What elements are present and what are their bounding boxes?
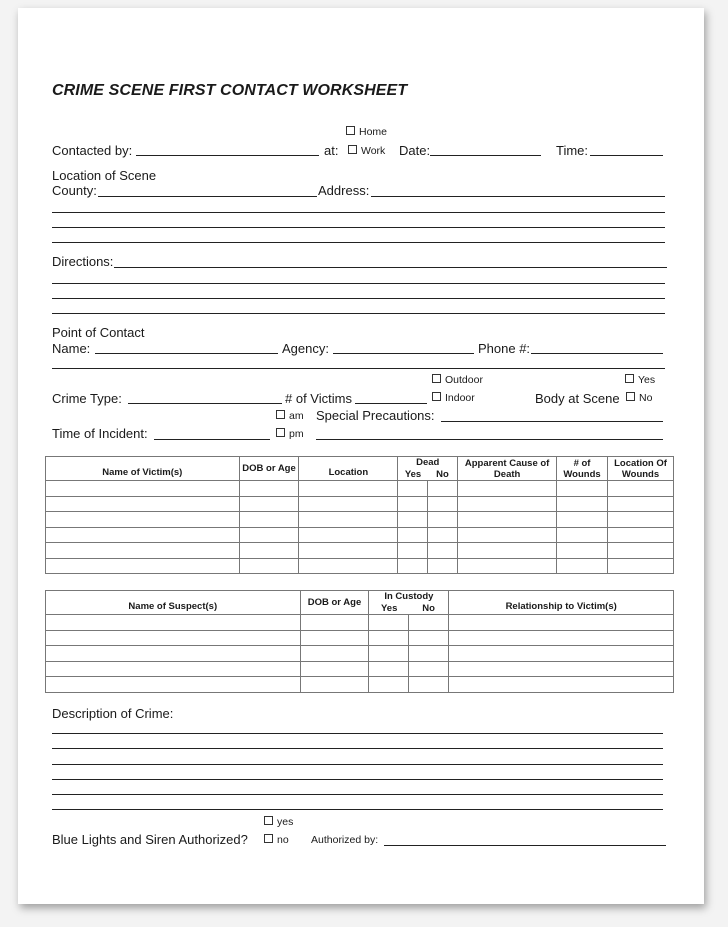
table-cell[interactable] — [369, 646, 409, 662]
table-cell[interactable] — [608, 543, 674, 559]
table-row — [46, 630, 674, 646]
header-victim-name: Name of Victim(s) — [46, 457, 240, 481]
label-indoor: Indoor — [445, 392, 475, 404]
header-dob: DOB or Age — [239, 457, 299, 481]
label-pm: pm — [289, 428, 304, 440]
header-dead: Dead — [398, 457, 458, 469]
table-cell[interactable] — [369, 677, 409, 693]
label-home: Home — [359, 126, 388, 138]
description-line[interactable] — [52, 794, 663, 795]
table-cell[interactable] — [239, 496, 299, 512]
table-cell[interactable] — [299, 558, 398, 574]
address-field[interactable] — [371, 196, 665, 197]
label-date: Date: — [399, 143, 431, 158]
table-cell[interactable] — [557, 481, 608, 497]
table-cell[interactable] — [458, 558, 557, 574]
checkbox-sirens-no[interactable] — [264, 834, 289, 846]
table-cell[interactable] — [409, 615, 449, 631]
checkbox-outdoor[interactable] — [432, 374, 483, 386]
table-cell[interactable] — [409, 646, 449, 662]
table-cell[interactable] — [300, 630, 369, 646]
directions-line[interactable] — [52, 313, 665, 314]
address-line[interactable] — [52, 242, 665, 243]
label-work: Work — [361, 145, 386, 157]
table-cell[interactable] — [46, 558, 240, 574]
table-cell[interactable] — [300, 615, 369, 631]
table-cell[interactable] — [449, 646, 674, 662]
label-name: Name: — [52, 341, 91, 356]
directions-field[interactable] — [114, 267, 667, 268]
table-cell[interactable] — [449, 615, 674, 631]
checkbox-work[interactable] — [348, 145, 385, 157]
directions-line[interactable] — [52, 298, 665, 299]
label-crime-type: Crime Type: — [52, 391, 122, 406]
table-cell[interactable] — [239, 543, 299, 559]
label-num-victims: # of Victims — [285, 391, 352, 406]
table-cell[interactable] — [458, 496, 557, 512]
label-yes: yes — [277, 816, 294, 828]
authorized-by-field[interactable] — [384, 845, 666, 846]
table-row — [46, 481, 674, 497]
table-cell[interactable] — [46, 496, 240, 512]
header-dead-yes: Yes — [398, 468, 428, 481]
table-cell[interactable] — [300, 677, 369, 693]
table-cell[interactable] — [458, 527, 557, 543]
victims-table — [45, 456, 674, 574]
table-cell[interactable] — [299, 543, 398, 559]
table-cell[interactable] — [398, 496, 428, 512]
directions-line[interactable] — [52, 283, 665, 284]
label-special-precautions: Special Precautions: — [316, 408, 435, 423]
label-county: County: — [52, 183, 97, 198]
table-cell[interactable] — [299, 481, 398, 497]
table-cell[interactable] — [46, 646, 301, 662]
header-suspect-name: Name of Suspect(s) — [46, 591, 301, 615]
checkbox-icon — [626, 392, 635, 401]
label-sirens: Blue Lights and Siren Authorized? — [52, 832, 248, 847]
table-cell[interactable] — [299, 512, 398, 528]
checkbox-body-yes[interactable] — [625, 374, 655, 386]
special-precautions-field[interactable] — [441, 421, 663, 422]
table-cell[interactable] — [409, 677, 449, 693]
header-dead-no: No — [428, 468, 458, 481]
table-cell[interactable] — [428, 496, 458, 512]
table-cell[interactable] — [46, 527, 240, 543]
table-cell[interactable] — [449, 677, 674, 693]
checkbox-indoor[interactable] — [432, 392, 475, 404]
table-cell[interactable] — [557, 527, 608, 543]
table-cell[interactable] — [299, 527, 398, 543]
table-cell[interactable] — [369, 615, 409, 631]
label-agency: Agency: — [282, 341, 329, 356]
phone-field[interactable] — [531, 353, 663, 354]
table-cell[interactable] — [608, 512, 674, 528]
special-precautions-line[interactable] — [316, 439, 663, 440]
checkbox-icon — [432, 374, 441, 383]
header-cause-of-death: Apparent Cause of Death — [458, 457, 557, 481]
table-cell[interactable] — [398, 543, 428, 559]
table-cell[interactable] — [369, 661, 409, 677]
page-title: CRIME SCENE FIRST CONTACT WORKSHEET — [52, 82, 408, 99]
time-field[interactable] — [590, 155, 663, 156]
table-cell[interactable] — [458, 543, 557, 559]
table-cell[interactable] — [428, 481, 458, 497]
checkbox-icon — [346, 126, 355, 135]
table-cell[interactable] — [458, 481, 557, 497]
table-cell[interactable] — [398, 481, 428, 497]
label-authorized-by: Authorized by: — [311, 834, 379, 846]
label-outdoor: Outdoor — [445, 374, 483, 386]
checkbox-icon — [276, 410, 285, 419]
header-location: Location — [299, 457, 398, 481]
table-cell[interactable] — [239, 512, 299, 528]
table-row — [46, 615, 674, 631]
table-cell[interactable] — [46, 543, 240, 559]
table-cell[interactable] — [428, 543, 458, 559]
point-of-contact-heading: Point of Contact — [52, 325, 145, 340]
table-cell[interactable] — [369, 630, 409, 646]
checkbox-body-no[interactable] — [626, 392, 652, 404]
checkbox-icon — [264, 834, 273, 843]
label-am: am — [289, 410, 304, 422]
time-of-incident-field[interactable] — [154, 439, 270, 440]
table-cell[interactable] — [300, 646, 369, 662]
table-cell[interactable] — [557, 496, 608, 512]
header-custody-yes: Yes — [369, 602, 409, 615]
table-cell[interactable] — [46, 677, 301, 693]
checkbox-icon — [264, 816, 273, 825]
label-time-of-incident: Time of Incident: — [52, 426, 148, 441]
table-cell[interactable] — [449, 630, 674, 646]
table-cell[interactable] — [608, 481, 674, 497]
table-cell[interactable] — [46, 661, 301, 677]
table-row — [46, 677, 674, 693]
agency-field[interactable] — [333, 353, 474, 354]
header-num-wounds: # of Wounds — [557, 457, 608, 481]
table-row — [46, 512, 674, 528]
description-line[interactable] — [52, 733, 663, 734]
label-directions: Directions: — [52, 254, 114, 269]
num-victims-field[interactable] — [355, 403, 427, 404]
label-yes: Yes — [638, 374, 656, 386]
table-row — [46, 496, 674, 512]
table-row — [46, 527, 674, 543]
description-line[interactable] — [52, 779, 663, 780]
table-cell[interactable] — [299, 496, 398, 512]
header-in-custody: In Custody — [369, 591, 449, 603]
table-cell[interactable] — [239, 481, 299, 497]
label-phone: Phone #: — [478, 341, 531, 356]
contacted-by-field[interactable] — [136, 155, 319, 156]
description-line[interactable] — [52, 764, 663, 765]
table-cell[interactable] — [398, 558, 428, 574]
contact-line[interactable] — [52, 368, 665, 369]
label-contacted-by: Contacted by: — [52, 143, 133, 158]
table-cell[interactable] — [428, 512, 458, 528]
table-cell[interactable] — [398, 527, 428, 543]
description-line[interactable] — [52, 809, 663, 810]
contact-name-field[interactable] — [95, 353, 278, 354]
table-cell[interactable] — [608, 527, 674, 543]
table-cell[interactable] — [46, 512, 240, 528]
date-field[interactable] — [430, 155, 541, 156]
checkbox-am[interactable] — [276, 410, 304, 422]
table-row — [46, 558, 674, 574]
checkbox-icon — [625, 374, 634, 383]
table-cell[interactable] — [428, 558, 458, 574]
header-location-wounds: Location Of Wounds — [608, 457, 674, 481]
header-relationship: Relationship to Victim(s) — [449, 591, 674, 615]
table-cell[interactable] — [239, 527, 299, 543]
county-field[interactable] — [98, 196, 317, 197]
suspects-table — [45, 590, 674, 693]
table-cell[interactable] — [458, 512, 557, 528]
table-cell[interactable] — [608, 496, 674, 512]
table-cell[interactable] — [46, 481, 240, 497]
label-time: Time: — [556, 143, 589, 158]
table-cell[interactable] — [557, 512, 608, 528]
header-dob: DOB or Age — [300, 591, 369, 615]
address-line[interactable] — [52, 227, 665, 228]
table-cell[interactable] — [428, 527, 458, 543]
table-cell[interactable] — [608, 558, 674, 574]
table-row — [46, 646, 674, 662]
crime-type-field[interactable] — [128, 403, 282, 404]
location-heading: Location of Scene — [52, 168, 157, 183]
table-cell[interactable] — [398, 512, 428, 528]
label-body-at-scene: Body at Scene — [535, 391, 620, 406]
table-cell[interactable] — [409, 661, 449, 677]
table-cell[interactable] — [557, 543, 608, 559]
table-cell[interactable] — [300, 661, 369, 677]
table-cell[interactable] — [409, 630, 449, 646]
checkbox-sirens-yes[interactable] — [264, 816, 293, 828]
header-custody-no: No — [409, 602, 449, 615]
table-cell[interactable] — [46, 630, 301, 646]
label-at: at: — [324, 143, 339, 158]
table-row — [46, 661, 674, 677]
table-cell[interactable] — [449, 661, 674, 677]
label-description: Description of Crime: — [52, 706, 174, 721]
table-cell[interactable] — [239, 558, 299, 574]
checkbox-icon — [432, 392, 441, 401]
label-no: No — [639, 392, 653, 404]
description-line[interactable] — [52, 748, 663, 749]
label-address: Address: — [318, 183, 370, 198]
label-no: no — [277, 834, 289, 846]
checkbox-pm[interactable] — [276, 428, 304, 440]
checkbox-icon — [348, 145, 357, 154]
table-cell[interactable] — [557, 558, 608, 574]
checkbox-icon — [276, 428, 285, 437]
address-line[interactable] — [52, 212, 665, 213]
table-cell[interactable] — [46, 615, 301, 631]
checkbox-home[interactable] — [346, 126, 387, 138]
table-row — [46, 543, 674, 559]
